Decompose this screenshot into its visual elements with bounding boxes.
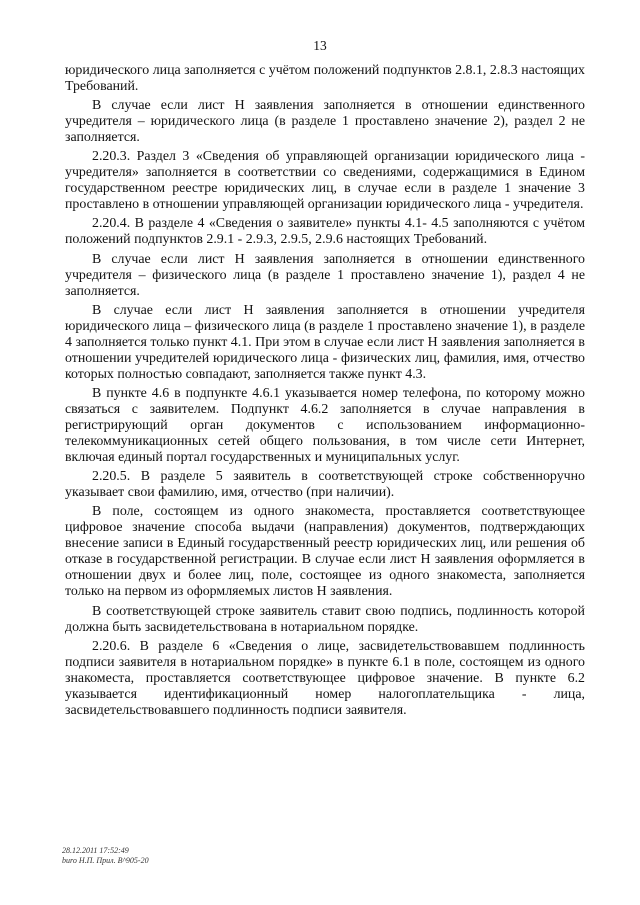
paragraph: В случае если лист Н заявления заполняется в отношении единственного учредителя – юридического лица (в разделе 1 проставлено значение 2), раздел 2 не заполняется. <box>65 98 585 146</box>
paragraph-2-20-3: 2.20.3. Раздел 3 «Сведения об управляющей организации юридического лица - учредителя» заполняется в соответствии со сведениями, содержащимися в Едином государственном реестре юридических лиц, в случае если в разделе 1 значение 3 проставлено в отношении управляющей организации юридического лица - учредителя. <box>65 149 585 213</box>
footer-timestamp: 28.12.2011 17:52:49 <box>62 846 129 855</box>
document-body <box>65 63 585 722</box>
page-number: 13 <box>313 38 327 53</box>
paragraph: В случае если лист Н заявления заполняется в отношении единственного учредителя – физического лица (в разделе 1 проставлено значение 1), раздел 4 не заполняется. <box>65 251 585 299</box>
paragraph-2-20-4: 2.20.4. В разделе 4 «Сведения о заявителе» пункты 4.1- 4.5 заполняются с учётом положений подпунктов 2.9.1 - 2.9.3, 2.9.5, 2.9.6 настоящих Требований. <box>65 216 585 248</box>
paragraph-2-20-5: 2.20.5. В разделе 5 заявитель в соответствующей строке собственноручно указывает свои фамилию, имя, отчество (при наличии). <box>65 469 585 501</box>
footer-file-ref: buro Н.П. Прил. В^905-20 <box>62 856 149 865</box>
paragraph: В пункте 4.6 в подпункте 4.6.1 указывается номер телефона, по которому можно связаться с заявителем. Подпункт 4.6.2 заполняется в случае направления в регистрирующий орган документов с использованием информационно-телекоммуникационных сетей общего пользования, в том числе сети Интернет, включая единый портал государственных и муниципальных услуг. <box>65 385 585 466</box>
paragraph: В соответствующей строке заявитель ставит свою подпись, подлинность которой должна быть засвидетельствована в нотариальном порядке. <box>65 603 585 635</box>
footer-stamp <box>62 846 149 866</box>
paragraph-continuation: юридического лица заполняется с учётом положений подпунктов 2.8.1, 2.8.3 настоящих Требований. <box>65 63 585 95</box>
paragraph: В поле, состоящем из одного знакоместа, проставляется соответствующее цифровое значение способа выдачи (направления) документов, подтверждающих внесение записи в Единый государственный реестр юридических лиц, или решения об отказе в государственной регистрации. В случае если лист Н заявления оформляется в отношении двух и более лиц, поле, состоящее из одного знакоместа, заполняется только на первом из оформляемых листов Н заявления. <box>65 504 585 600</box>
paragraph-2-20-6: 2.20.6. В разделе 6 «Сведения о лице, засвидетельствовавшем подлинность подписи заявителя в нотариальном порядке» в пункте 6.1 в поле, состоящем из одного знакоместа, проставляется соответствующее цифровое значение. В пункте 6.2 указывается идентификационный номер налогоплательщика - лица, засвидетельствовавшего подлинность подписи заявителя. <box>65 638 585 718</box>
paragraph: В случае если лист Н заявления заполняется в отношении учредителя юридического лица – физического лица (в разделе 1 проставлено значение 1), в разделе 4 заполняется только пункт 4.1. При этом в случае если лист Н заявления заполняется в отношении учредителей юридического лица - физических лиц, фамилия, имя, отчество которых полностью совпадают, заполняется также пункт 4.3. <box>65 302 585 382</box>
